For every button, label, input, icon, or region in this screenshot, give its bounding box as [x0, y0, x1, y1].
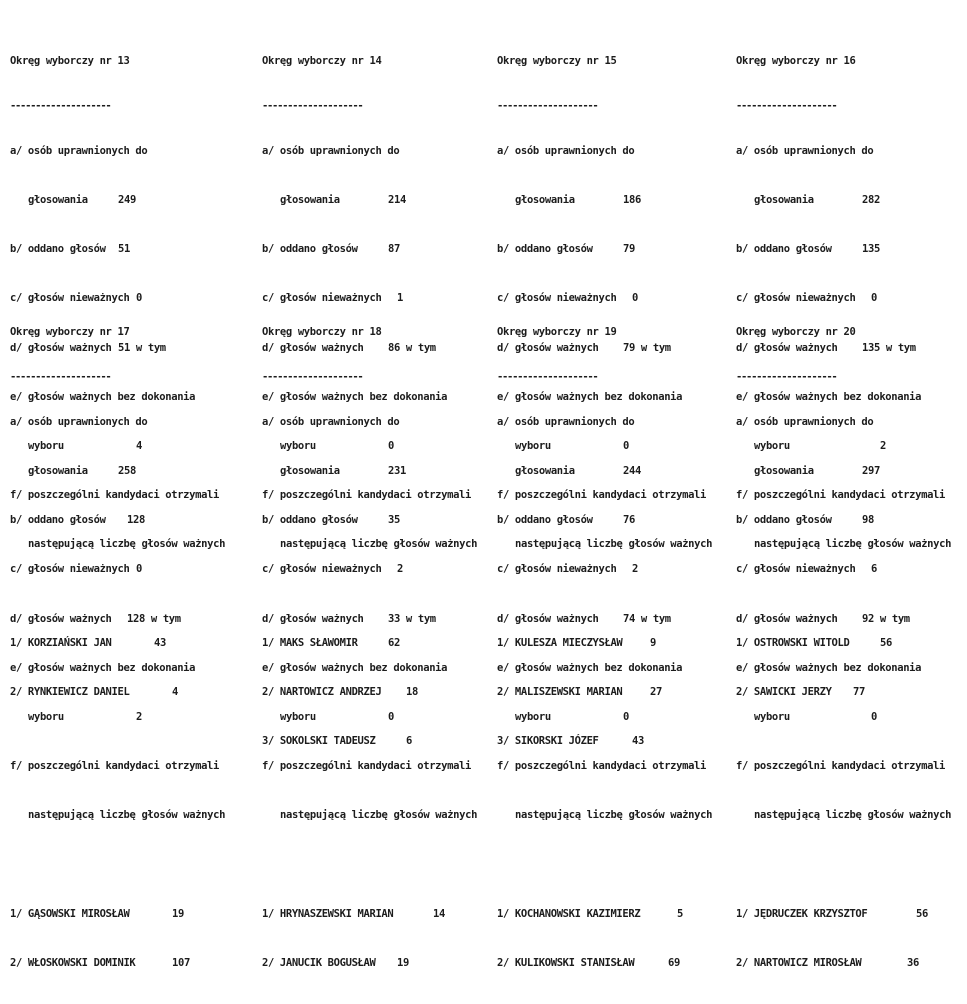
item-f-label-cont: następującą liczbę głosów ważnych [754, 538, 952, 551]
item-e-label-cont: wyboru [754, 440, 790, 453]
title-underline: -------------------- [10, 100, 111, 111]
item-a-label-cont: głosowania [28, 465, 88, 478]
item-e-label-cont: wyboru [280, 711, 316, 724]
item-a-label-cont: głosowania [28, 194, 88, 207]
item-a-label: a/ osób uprawnionych do [10, 144, 148, 157]
item-e-label: e/ głosów ważnych bez dokonania [262, 661, 448, 674]
item-e-label-cont: wyboru [515, 711, 551, 724]
item-c-label: c/ głosów nieważnych [497, 292, 617, 305]
item-d-label: d/ głosów ważnych [262, 341, 364, 354]
item-f-label: f/ poszczególni kandydaci otrzymali [497, 489, 707, 502]
item-c-label: c/ głosów nieważnych [736, 563, 856, 576]
item-b-label: b/ oddano głosów [736, 243, 832, 256]
item-e-label-cont: wyboru [28, 711, 64, 724]
candidate-votes: 77 [853, 686, 865, 699]
district-title: Okręg wyborczy nr 16 [736, 54, 856, 67]
candidate-name: 1/ KOCHANOWSKI KAZIMIERZ [497, 907, 641, 920]
item-a-label: a/ osób uprawnionych do [736, 144, 874, 157]
valid-votes-value: 92 w tym [862, 612, 910, 625]
item-f-label: f/ poszczególni kandydaci otrzymali [736, 760, 946, 773]
no-choice-value: 0 [388, 440, 394, 453]
item-a-label: a/ osób uprawnionych do [10, 415, 148, 428]
candidate-votes: 69 [668, 957, 680, 970]
item-e-label: e/ głosów ważnych bez dokonania [736, 390, 922, 403]
candidate-votes: 62 [388, 636, 400, 649]
item-e-label-cont: wyboru [28, 440, 64, 453]
item-f-label-cont: następującą liczbę głosów ważnych [280, 538, 478, 551]
candidate-votes: 107 [172, 957, 190, 970]
candidate-votes: 56 [916, 907, 928, 920]
votes-cast-value: 51 [118, 243, 130, 256]
district-title: Okręg wyborczy nr 18 [262, 325, 382, 338]
item-d-label: d/ głosów ważnych [497, 341, 599, 354]
invalid-votes-value: 0 [136, 563, 142, 576]
item-d-label: d/ głosów ważnych [736, 341, 838, 354]
item-f-label: f/ poszczególni kandydaci otrzymali [736, 489, 946, 502]
item-f-label-cont: następującą liczbę głosów ważnych [515, 809, 713, 822]
item-f-label: f/ poszczególni kandydaci otrzymali [10, 489, 220, 502]
votes-cast-value: 98 [862, 514, 874, 527]
candidate-name: 2/ JANUCIK BOGUSŁAW [262, 957, 376, 970]
votes-cast-value: 128 [127, 514, 145, 527]
no-choice-value: 0 [388, 711, 394, 724]
candidate-votes: 14 [433, 907, 445, 920]
item-f-label: f/ poszczególni kandydaci otrzymali [497, 760, 707, 773]
item-e-label-cont: wyboru [280, 440, 316, 453]
candidate-name: 2/ MALISZEWSKI MARIAN [497, 686, 623, 699]
item-a-label: a/ osób uprawnionych do [736, 415, 874, 428]
candidate-votes: 36 [907, 957, 919, 970]
valid-votes-value: 79 w tym [623, 341, 671, 354]
valid-votes-value: 135 w tym [862, 341, 916, 354]
item-a-label: a/ osób uprawnionych do [497, 415, 635, 428]
valid-votes-value: 74 w tym [623, 612, 671, 625]
no-choice-value: 2 [136, 711, 142, 724]
invalid-votes-value: 2 [632, 563, 638, 576]
candidate-name: 1/ JĘDRUCZEK KRZYSZTOF [736, 907, 868, 920]
candidate-name: 1/ KORZIAŃSKI JAN [10, 636, 112, 649]
no-choice-value: 4 [136, 440, 142, 453]
eligible-voters-value: 244 [623, 465, 641, 478]
district-title: Okręg wyborczy nr 13 [10, 54, 130, 67]
item-a-label: a/ osób uprawnionych do [497, 144, 635, 157]
item-d-label: d/ głosów ważnych [262, 612, 364, 625]
valid-votes-value: 51 w tym [118, 341, 166, 354]
candidate-votes: 6 [406, 735, 412, 748]
item-b-label: b/ oddano głosów [736, 514, 832, 527]
item-c-label: c/ głosów nieważnych [10, 563, 130, 576]
district-title: Okręg wyborczy nr 14 [262, 54, 382, 67]
candidate-name: 1/ GĄSOWSKI MIROSŁAW [10, 907, 130, 920]
eligible-voters-value: 297 [862, 465, 880, 478]
item-f-label-cont: następującą liczbę głosów ważnych [28, 809, 226, 822]
item-a-label-cont: głosowania [515, 194, 575, 207]
item-f-label-cont: następującą liczbę głosów ważnych [28, 538, 226, 551]
title-underline: -------------------- [10, 371, 111, 382]
item-c-label: c/ głosów nieważnych [262, 292, 382, 305]
item-a-label-cont: głosowania [515, 465, 575, 478]
candidate-votes: 18 [406, 686, 418, 699]
invalid-votes-value: 2 [397, 563, 403, 576]
votes-cast-value: 135 [862, 243, 880, 256]
item-a-label-cont: głosowania [754, 194, 814, 207]
valid-votes-value: 86 w tym [388, 341, 436, 354]
votes-cast-value: 76 [623, 514, 635, 527]
candidate-name: 1/ OSTROWSKI WITOLD [736, 636, 850, 649]
candidate-votes: 56 [880, 636, 892, 649]
candidate-name: 2/ KULIKOWSKI STANISŁAW [497, 957, 635, 970]
item-d-label: d/ głosów ważnych [497, 612, 599, 625]
item-e-label: e/ głosów ważnych bez dokonania [10, 661, 196, 674]
candidate-votes: 27 [650, 686, 662, 699]
candidate-name: 2/ NARTOWICZ MIROSŁAW [736, 957, 862, 970]
title-underline: -------------------- [497, 371, 598, 382]
item-f-label: f/ poszczególni kandydaci otrzymali [262, 760, 472, 773]
item-b-label: b/ oddano głosów [497, 243, 593, 256]
title-underline: -------------------- [497, 100, 598, 111]
valid-votes-value: 128 w tym [127, 612, 181, 625]
candidate-votes: 4 [172, 686, 178, 699]
item-e-label: e/ głosów ważnych bez dokonania [262, 390, 448, 403]
title-underline: -------------------- [262, 371, 363, 382]
eligible-voters-value: 214 [388, 194, 406, 207]
district-block-17 [10, 291, 240, 1004]
candidate-name: 2/ NARTOWICZ ANDRZEJ [262, 686, 382, 699]
item-e-label: e/ głosów ważnych bez dokonania [497, 661, 683, 674]
district-title: Okręg wyborczy nr 15 [497, 54, 617, 67]
item-b-label: b/ oddano głosów [10, 514, 106, 527]
item-e-label-cont: wyboru [515, 440, 551, 453]
candidate-name: 1/ HRYNASZEWSKI MARIAN [262, 907, 394, 920]
item-b-label: b/ oddano głosów [262, 514, 358, 527]
item-f-label-cont: następującą liczbę głosów ważnych [754, 809, 952, 822]
no-choice-value: 0 [871, 711, 877, 724]
eligible-voters-value: 186 [623, 194, 641, 207]
candidate-votes: 9 [650, 636, 656, 649]
district-block-19 [497, 291, 727, 1004]
eligible-voters-value: 282 [862, 194, 880, 207]
district-title: Okręg wyborczy nr 19 [497, 325, 617, 338]
item-e-label-cont: wyboru [754, 711, 790, 724]
invalid-votes-value: 0 [871, 292, 877, 305]
valid-votes-value: 33 w tym [388, 612, 436, 625]
item-b-label: b/ oddano głosów [262, 243, 358, 256]
invalid-votes-value: 0 [632, 292, 638, 305]
title-underline: -------------------- [262, 100, 363, 111]
item-b-label: b/ oddano głosów [497, 514, 593, 527]
item-a-label: a/ osób uprawnionych do [262, 144, 400, 157]
item-a-label-cont: głosowania [280, 194, 340, 207]
no-choice-value: 0 [623, 711, 629, 724]
eligible-voters-value: 231 [388, 465, 406, 478]
item-e-label: e/ głosów ważnych bez dokonania [736, 661, 922, 674]
item-d-label: d/ głosów ważnych [10, 341, 112, 354]
invalid-votes-value: 1 [397, 292, 403, 305]
candidate-name: 2/ SAWICKI JERZY [736, 686, 832, 699]
item-b-label: b/ oddano głosów [10, 243, 106, 256]
candidate-name: 3/ SIKORSKI JÓZEF [497, 735, 599, 748]
district-title: Okręg wyborczy nr 20 [736, 325, 856, 338]
candidate-name: 1/ KULESZA MIECZYSŁAW [497, 636, 623, 649]
district-title: Okręg wyborczy nr 17 [10, 325, 130, 338]
item-a-label-cont: głosowania [754, 465, 814, 478]
item-c-label: c/ głosów nieważnych [736, 292, 856, 305]
candidate-name: 3/ SOKOLSKI TADEUSZ [262, 735, 376, 748]
candidate-votes: 43 [154, 636, 166, 649]
item-a-label: a/ osób uprawnionych do [262, 415, 400, 428]
item-c-label: c/ głosów nieważnych [10, 292, 130, 305]
eligible-voters-value: 249 [118, 194, 136, 207]
item-c-label: c/ głosów nieważnych [262, 563, 382, 576]
votes-cast-value: 79 [623, 243, 635, 256]
candidate-votes: 5 [677, 907, 683, 920]
candidate-votes: 19 [172, 907, 184, 920]
item-d-label: d/ głosów ważnych [736, 612, 838, 625]
candidate-name: 2/ RYNKIEWICZ DANIEL [10, 686, 130, 699]
item-d-label: d/ głosów ważnych [10, 612, 112, 625]
no-choice-value: 0 [623, 440, 629, 453]
item-f-label: f/ poszczególni kandydaci otrzymali [262, 489, 472, 502]
candidate-votes: 43 [632, 735, 644, 748]
item-f-label-cont: następującą liczbę głosów ważnych [515, 538, 713, 551]
candidate-name: 2/ WŁOSKOWSKI DOMINIK [10, 957, 136, 970]
eligible-voters-value: 258 [118, 465, 136, 478]
item-c-label: c/ głosów nieważnych [497, 563, 617, 576]
title-underline: -------------------- [736, 100, 837, 111]
no-choice-value: 2 [880, 440, 886, 453]
item-e-label: e/ głosów ważnych bez dokonania [497, 390, 683, 403]
item-f-label: f/ poszczególni kandydaci otrzymali [10, 760, 220, 773]
candidate-votes: 19 [397, 957, 409, 970]
votes-cast-value: 35 [388, 514, 400, 527]
votes-cast-value: 87 [388, 243, 400, 256]
district-block-18 [262, 291, 492, 1004]
title-underline: -------------------- [736, 371, 837, 382]
invalid-votes-value: 0 [136, 292, 142, 305]
item-f-label-cont: następującą liczbę głosów ważnych [280, 809, 478, 822]
invalid-votes-value: 6 [871, 563, 877, 576]
district-block-20 [736, 291, 966, 1004]
candidate-name: 1/ MAKS SŁAWOMIR [262, 636, 358, 649]
item-e-label: e/ głosów ważnych bez dokonania [10, 390, 196, 403]
item-a-label-cont: głosowania [280, 465, 340, 478]
